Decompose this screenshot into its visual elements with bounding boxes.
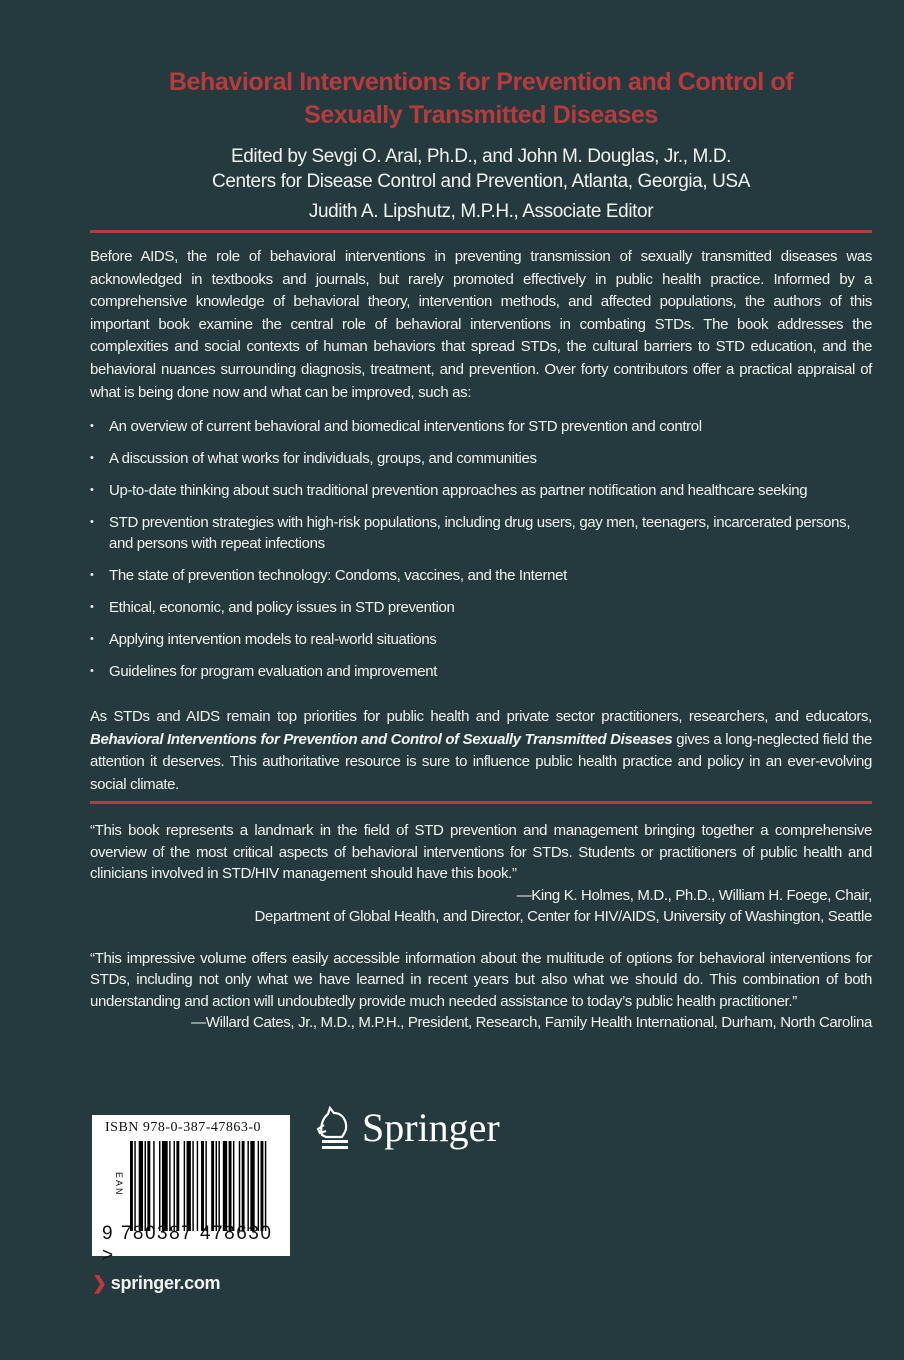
barcode-bar bbox=[147, 1141, 150, 1231]
editors bbox=[90, 144, 872, 224]
barcode-bar bbox=[229, 1141, 232, 1231]
list-item: • Guidelines for program evaluation and improvement bbox=[90, 661, 872, 682]
quote-attribution: —King K. Holmes, M.D., Ph.D., William H. Foege, Chair, bbox=[516, 886, 872, 904]
quote-attribution: —Willard Cates, Jr., M.D., M.P.H., President, Research, Family Health International, Durham, North Carolina bbox=[191, 1014, 872, 1031]
barcode-bar bbox=[197, 1141, 198, 1231]
quote-attribution: Department of Global Health, and Director, Center for HIV/AIDS, University of Washington, Seattle bbox=[254, 908, 872, 925]
editors-line: Edited by Sevgi O. Aral, Ph.D., and John M. Douglas, Jr., M.D. bbox=[230, 146, 732, 167]
affiliation-line: Centers for Disease Control and Prevention, Atlanta, Georgia, USA bbox=[212, 171, 750, 192]
chevron-right-icon: ❯ bbox=[92, 1273, 107, 1293]
barcode-bar bbox=[169, 1141, 170, 1231]
barcode-bar bbox=[139, 1141, 143, 1231]
springer-logo bbox=[314, 1104, 500, 1151]
divider-top bbox=[90, 230, 872, 233]
closing-text-end: gives a long-neglected field the attention it deserves. This authoritative resource is sure to influence public health practice and policy in an ever-evolving social climate. bbox=[90, 730, 872, 793]
barcode-bar bbox=[265, 1141, 266, 1231]
barcode-bar bbox=[201, 1141, 204, 1231]
barcode-bar bbox=[250, 1141, 254, 1231]
ean-label: EAN bbox=[114, 1172, 124, 1197]
barcode-bar bbox=[184, 1141, 185, 1231]
publisher-name: Springer bbox=[362, 1105, 500, 1150]
list-item: • Applying intervention models to real-world situations bbox=[90, 629, 872, 650]
description-closing bbox=[90, 706, 872, 796]
barcode-bar bbox=[218, 1141, 219, 1231]
quote bbox=[90, 820, 872, 928]
quote-text: “This book represents a landmark in the field of STD prevention and management bringing together a comprehensive overview of the most critical aspects of behavioral interventions for STDs. Students or practitioners of public health and clinicians involved in STD/HIV management should have this book.” bbox=[90, 822, 872, 882]
list-item: • Ethical, economic, and policy issues in STD prevention bbox=[90, 597, 872, 618]
website-text: springer.com bbox=[110, 1273, 221, 1293]
feature-list bbox=[90, 416, 872, 682]
knight-icon bbox=[314, 1105, 354, 1151]
barcode-bar bbox=[247, 1141, 248, 1231]
barcode-bar bbox=[162, 1141, 168, 1231]
barcode-bar bbox=[261, 1141, 264, 1231]
barcode-bar bbox=[192, 1141, 193, 1231]
description bbox=[90, 246, 872, 797]
barcode-bar bbox=[223, 1141, 227, 1231]
barcode-bar bbox=[233, 1141, 234, 1231]
barcode-bar bbox=[258, 1141, 259, 1231]
barcode-bar bbox=[176, 1141, 179, 1231]
barcode-bar bbox=[242, 1141, 245, 1231]
endorsements bbox=[90, 820, 872, 1034]
website-link[interactable] bbox=[92, 1273, 220, 1294]
title-line-2: Sexually Transmitted Diseases bbox=[304, 101, 658, 129]
barcode-bar bbox=[239, 1141, 240, 1231]
list-item: • A discussion of what works for individuals, groups, and communities bbox=[90, 448, 872, 469]
barcode-bar bbox=[130, 1141, 133, 1231]
barcode-bar bbox=[174, 1141, 175, 1231]
barcode-bar bbox=[211, 1141, 214, 1231]
list-item: • The state of prevention technology: Condoms, vaccines, and the Internet bbox=[90, 565, 872, 586]
barcode-bar bbox=[134, 1141, 135, 1231]
quote-text: “This impressive volume offers easily accessible information about the multitude of options for behavioral interventions for STDs, including not only what we have learned in recent years but also what we should do. This combination of both understanding and action will undoubtedly provide much needed assistance to today’s public health practitioner.” bbox=[90, 949, 872, 1010]
isbn-barcode bbox=[92, 1115, 290, 1266]
description-intro: Before AIDS, the role of behavioral interventions in preventing transmission of sexually transmitted diseases was acknowledged in textbooks and journals, but rarely promoted effectively in public health practice. Informed by a comprehensive knowledge of behavioral theory, intervention methods, and affected populations, the authors of this important book examine the central role of behavioral interventions in combating STDs. The book addresses the complexities and social contexts of human behaviors that spread STDs, the cultural barriers to STD education, and the behavioral nuances surrounding diagnosis, treatment, and prevention. Over forty contributors offer a practical appraisal of what is being done now and what can be improved, such as: bbox=[90, 248, 872, 401]
book-title bbox=[90, 66, 872, 132]
closing-text: As STDs and AIDS remain top priorities for public health and private sector practitioners, researchers, and educators, bbox=[90, 708, 872, 726]
title-line-1: Behavioral Interventions for Prevention and Control of bbox=[168, 68, 794, 96]
barcode-digits: 9 780387 478630 > bbox=[102, 1223, 273, 1266]
list-item: • Up-to-date thinking about such traditional prevention approaches as partner notification and healthcare seeking bbox=[90, 480, 872, 501]
barcode-bar bbox=[216, 1141, 217, 1231]
closing-book-title: Behavioral Interventions for Prevention and Control of Sexually Transmitted Diseases bbox=[90, 730, 673, 748]
barcode-bar bbox=[145, 1141, 146, 1231]
list-item: • STD prevention strategies with high-risk populations, including drug users, gay men, teenagers, incarcerated persons, and persons with repeat infections bbox=[90, 512, 872, 554]
divider-bottom bbox=[90, 801, 872, 804]
barcode-bar bbox=[153, 1141, 154, 1231]
barcode-bar bbox=[159, 1141, 160, 1231]
associate-editor-line: Judith A. Lipshutz, M.P.H., Associate Editor bbox=[308, 201, 654, 222]
barcode-bar bbox=[205, 1141, 206, 1231]
quote bbox=[90, 948, 872, 1034]
barcode-bar bbox=[187, 1141, 191, 1231]
isbn-text: ISBN 978-0-387-47863-0 bbox=[105, 1120, 262, 1135]
list-item: • An overview of current behavioral and biomedical interventions for STD prevention and control bbox=[90, 416, 872, 437]
